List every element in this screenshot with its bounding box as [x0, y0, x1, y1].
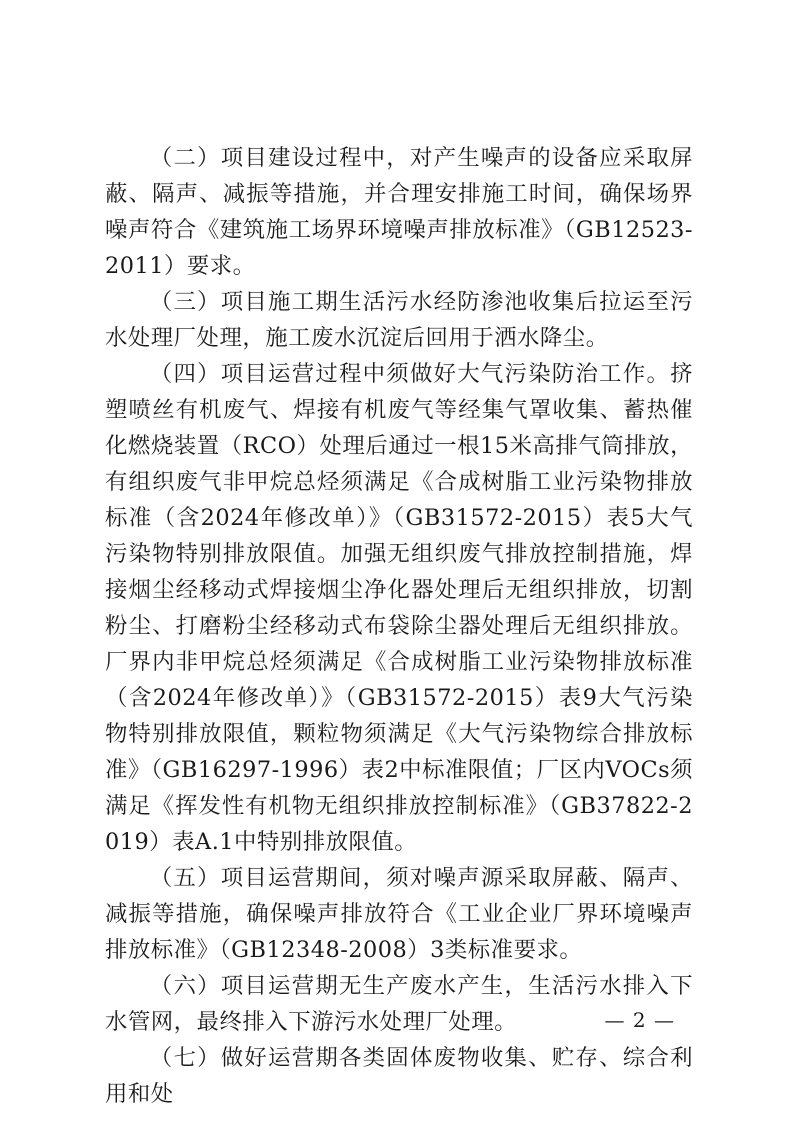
paragraph-solid-waste: （七）做好运营期各类固体废物收集、贮存、综合利用和处	[105, 1045, 693, 1107]
page-number: — 2 —	[604, 1008, 675, 1032]
document-body	[105, 140, 693, 1112]
paragraph-wastewater-operation: （六）项目运营期无生产废水产生，生活污水排入下水管网，最终排入下游污水处理厂处理。	[105, 973, 693, 1035]
paragraph-noise-operation: （五）项目运营期间，须对噪声源采取屏蔽、隔声、减振等措施，确保噪声排放符合《工业企业厂界环境噪声排放标准》（GB12348-2008）3类标准要求。	[105, 865, 693, 963]
paragraph-noise-construction: （二）项目建设过程中，对产生噪声的设备应采取屏蔽、隔声、减振等措施，并合理安排施工时间，确保场界噪声符合《建筑施工场界环境噪声排放标准》（GB12523-2011）要求。	[105, 145, 693, 279]
paragraph-air-pollution: （四）项目运营过程中须做好大气污染防治工作。挤塑喷丝有机废气、焊接有机废气等经集气罩收集、蓄热催化燃烧装置（RCO）处理后通过一根15米高排气筒排放，有组织废气非甲烷总烃须满足《合成树脂工业污染物排放标准（含2024年修改单）》（GB31572-2015）表5大气污染物特别排放限值。加强无组织废气排放控制措施，焊接烟尘经移动式焊接烟尘净化器处理后无组织排放，切割粉尘、打磨粉尘经移动式布袋除尘器处理后无组织排放。厂界内非甲烷总烃须满足《合成树脂工业污染物排放标准（含2024年修改单）》（GB31572-2015）表9大气污染物特别排放限值，颗粒物须满足《大气污染物综合排放标准》（GB16297-1996）表2中标准限值；厂区内VOCs须满足《挥发性有机物无组织排放控制标准》（GB37822-2019）表A.1中特别排放限值。	[105, 361, 693, 855]
paragraph-wastewater-construction: （三）项目施工期生活污水经防渗池收集后拉运至污水处理厂处理，施工废水沉淀后回用于洒水降尘。	[105, 289, 693, 351]
